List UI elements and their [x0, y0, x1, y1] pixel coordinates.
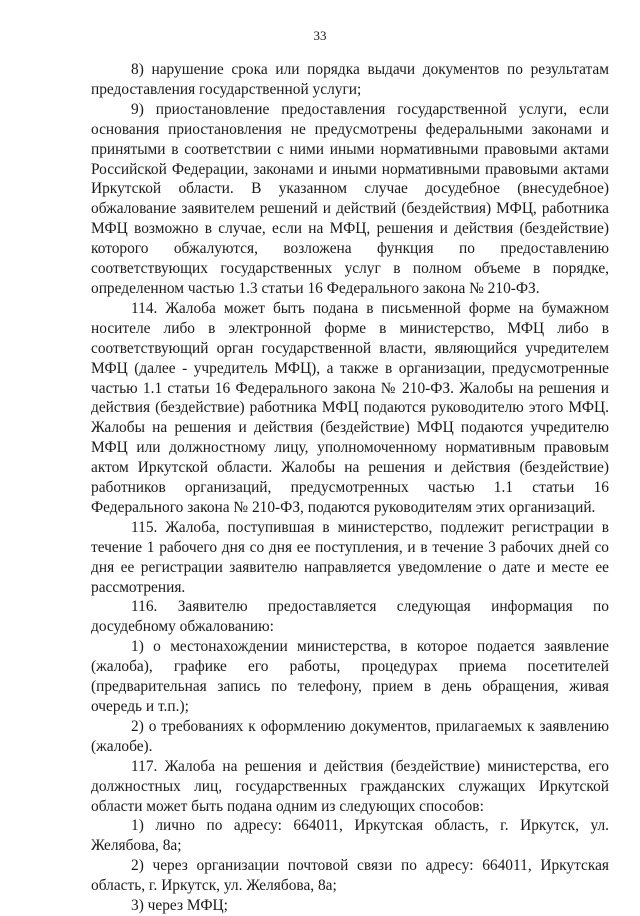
paragraph-item-9: 9) приостановление предоставления государственной услуги, если основания приостановления не предусмотрены федеральными законами и принятыми в соответствии с ними иными нормативными правовыми актами Российской Федерации, законами и иными нормативными правовыми актами Иркутской области. В указанном случае досудебное (внесудебное) обжалование заявителем решений и действий (бездействия) МФЦ, работника МФЦ возможно в случае, если на МФЦ, решения и действия (бездействие) которого обжалуются, возложена функция по предоставлению соответствующих государственных услуг в полном объеме в порядке, определенном частью 1.3 статьи 16 Федерального закона № 210-ФЗ.: [91, 100, 609, 297]
paragraph-116-item-1: 1) о местонахождении министерства, в которое подается заявление (жалоба), графике его работы, процедурах приема посетителей (предварительная запись по телефону, прием в день обращения, живая очередь и т.п.);: [91, 638, 609, 715]
paragraph-116-item-2: 2) о требованиях к оформлению документов, прилагаемых к заявлению (жалобе).: [91, 717, 609, 755]
paragraph-114: 114. Жалоба может быть подана в письменной форме на бумажном носителе либо в электронной форме в министерство, МФЦ либо в соответствующий орган государственной власти, являющийся учредителем МФЦ (далее - учредитель МФЦ), а также в организации, предусмотренные частью 1.1 статьи 16 Федерального закона № 210-ФЗ. Жалобы на решения и действия (бездействие) работника МФЦ подаются руководителю этого МФЦ. Жалобы на решения и действия (бездействие) МФЦ подаются учредителю МФЦ или должностному лицу, уполномоченному нормативным правовым актом Иркутской области. Жалобы на решения и действия (бездействие) работников организаций, предусмотренных частью 1.1 статьи 16 Федерального закона № 210-ФЗ, подаются руководителям этих организаций.: [91, 299, 609, 516]
paragraph-item-8: 8) нарушение срока или порядка выдачи документов по результатам предоставления государственной услуги;: [91, 61, 609, 98]
paragraph-117-item-1: 1) лично по адресу: 664011, Иркутская область, г. Иркутск, ул. Желябова, 8а;: [91, 817, 609, 855]
page-number: 33: [313, 28, 327, 43]
document-body: [91, 60, 609, 916]
paragraph-117-item-2: 2) через организации почтовой связи по адресу: 664011, Иркутская область, г. Иркутск, ул. Желябова, 8а;: [91, 857, 609, 895]
paragraph-116: 116. Заявителю предоставляется следующая информация по досудебному обжалованию:: [91, 598, 609, 636]
paragraph-117: 117. Жалоба на решения и действия (бездействие) министерства, его должностных лиц, государственных гражданских служащих Иркутской области может быть подана одним из следующих способов:: [91, 757, 609, 815]
paragraph-117-item-3: 3) через МФЦ;: [131, 897, 228, 915]
paragraph-115: 115. Жалоба, поступившая в министерство, подлежит регистрации в течение 1 рабочего дня со дня ее поступления, и в течение 3 рабочих дней со дня ее регистрации заявителю направляется уведомление о дате и месте ее рассмотрения.: [91, 518, 609, 596]
